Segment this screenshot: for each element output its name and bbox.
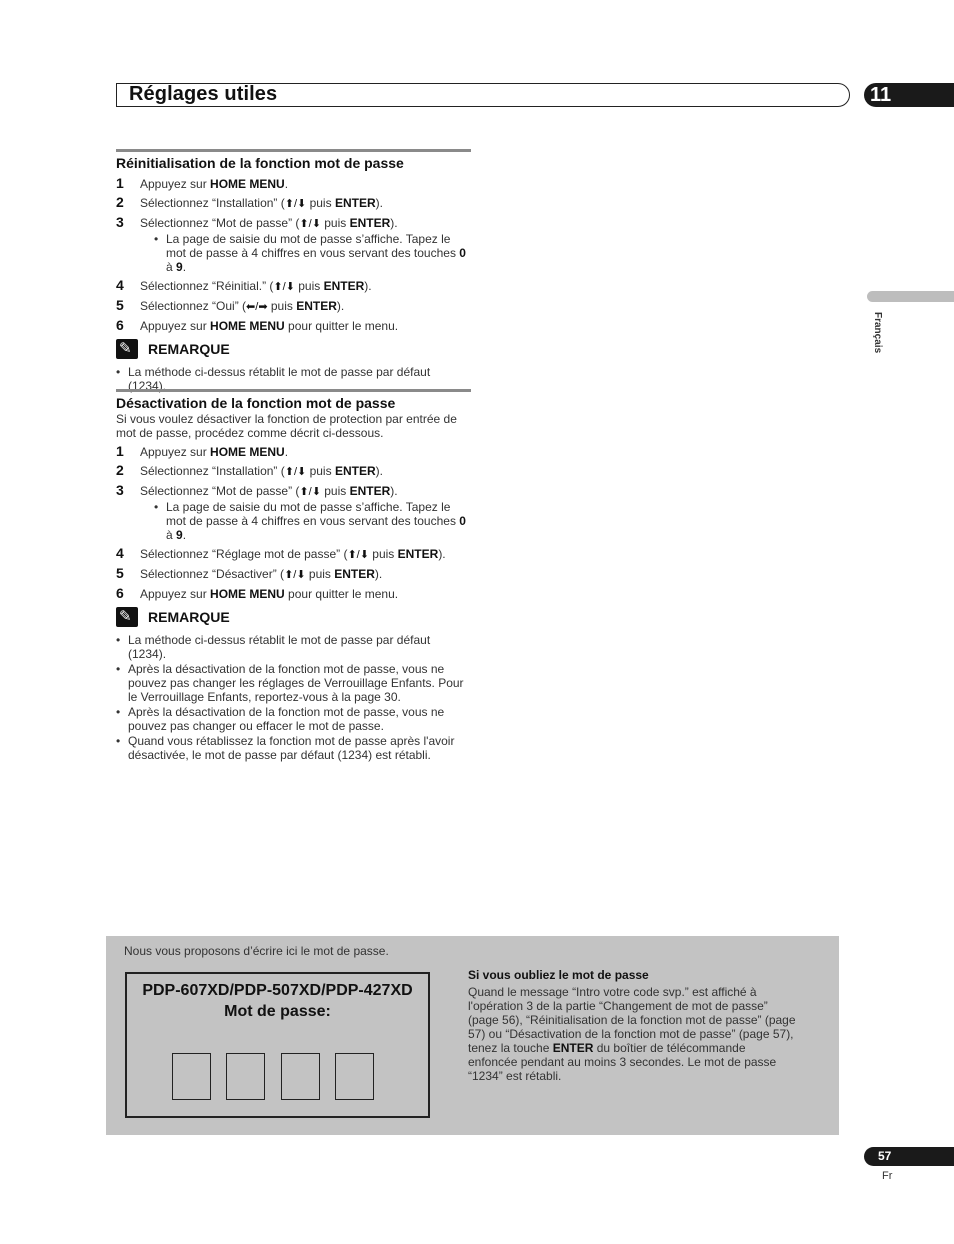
step-text-part: ). [364, 279, 372, 293]
step-key: HOME MENU [210, 587, 285, 601]
step-number: 4 [116, 545, 124, 561]
step-text-part: puis [320, 216, 350, 230]
step-text-part: Appuyez sur [140, 319, 211, 333]
step-text [140, 279, 471, 294]
step-item [116, 318, 471, 333]
arrow-keys-icon: ⬆/⬇ [347, 549, 369, 561]
step-item [116, 195, 471, 211]
section-rule [116, 389, 471, 392]
password-digit-box [335, 1053, 374, 1100]
chapter-number: 11 [870, 84, 892, 106]
step-number: 3 [116, 214, 124, 230]
sub-bullet-key: 9 [176, 260, 183, 274]
step-number: 5 [116, 297, 124, 313]
note-text: Quand vous rétablissez la fonction mot de passe après l'avoir désactivée, le mot de passe par défaut (1234) est rétabli. [128, 734, 455, 762]
language-label: Français [872, 312, 883, 354]
pencil-icon: ✎ [119, 340, 132, 357]
step-text [140, 445, 471, 459]
forgot-password-info [468, 968, 798, 1083]
step-key: ENTER [296, 299, 337, 313]
step-key: ENTER [334, 567, 375, 581]
password-digit-box [172, 1053, 211, 1100]
step-text-part: Sélectionnez “Réinitial.” ( [140, 279, 274, 293]
bullet-icon: • [116, 365, 121, 379]
panel-intro: Nous vous proposons d’écrire ici le mot de passe. [124, 944, 389, 958]
step-text-part: Sélectionnez “Désactiver” ( [140, 567, 285, 581]
notes [116, 607, 471, 762]
step-text-part: Sélectionnez “Mot de passe” ( [140, 216, 300, 230]
note-header [116, 607, 471, 627]
step-number: 1 [116, 443, 124, 459]
step-text-part: puis [368, 547, 398, 561]
step-text [140, 484, 471, 499]
step-text-part: pour quitter le menu. [284, 587, 399, 601]
step-text-part: puis [305, 567, 335, 581]
steps-list [116, 176, 471, 333]
chapter-tab [864, 83, 954, 107]
step-text-part: Appuyez sur [140, 445, 211, 459]
bullet-icon: • [116, 633, 121, 647]
step-item [116, 483, 471, 499]
note-item [116, 662, 471, 704]
step-item [116, 176, 471, 191]
section-title: Désactivation de la fonction mot de passe [116, 395, 396, 411]
step-item [116, 278, 471, 294]
step-key: HOME MENU [210, 177, 285, 191]
step-key: ENTER [349, 216, 391, 230]
sub-bullet-key: 9 [176, 528, 183, 542]
step-text-part: puis [306, 464, 335, 478]
step-key: ENTER [397, 547, 439, 561]
forgot-title: Si vous oubliez le mot de passe [468, 968, 649, 982]
arrow-keys-icon: ⬆/⬇ [273, 281, 295, 293]
bullet-icon: • [116, 662, 121, 676]
steps-list [116, 444, 471, 601]
step-item [116, 444, 471, 459]
notes [116, 339, 471, 393]
step-text [140, 216, 471, 231]
password-digit-box [281, 1053, 320, 1100]
sub-bullet-key: 0 [459, 246, 466, 260]
step-text-part: ). [375, 196, 383, 210]
step-item [116, 586, 471, 601]
language-tab [867, 291, 954, 302]
step-item [116, 546, 471, 562]
bullet-icon: • [154, 500, 159, 514]
note-pencil-icon [116, 607, 138, 627]
note-text: La méthode ci-dessus rétablit le mot de passe par défaut (1234). [128, 365, 431, 393]
step-text-part: Sélectionnez “Installation” ( [140, 464, 285, 478]
step-number: 1 [116, 175, 124, 191]
sub-bullet-text [166, 500, 471, 542]
pencil-icon: ✎ [119, 608, 132, 625]
step-text [140, 177, 471, 191]
step-text [140, 567, 471, 582]
sub-bullet-part: . [182, 260, 187, 274]
step-key: ENTER [323, 279, 365, 293]
step-text-part: ). [374, 567, 383, 581]
step-number: 5 [116, 565, 124, 581]
forgot-text-part: du boîtier de télécommande enfoncée pendant au moins 3 secondes. Le mot de passe “1234” est rétabli. [468, 1041, 777, 1083]
step-text-part: Appuyez sur [140, 177, 211, 191]
step-number: 6 [116, 585, 124, 601]
forgot-text-part: Quand le message “Intro votre code svp.” est affiché à l'opération 3 de la partie “Changement de mot de passe” (page 56), “Réinitialisation de la fonction mot de passe” (page 57) ou “Désactivation de la fonction mot de passe” (page 57), tenez la touche [468, 985, 796, 1055]
step-key: ENTER [349, 484, 391, 498]
bullet-icon: • [116, 705, 121, 719]
password-label: Mot de passe: [224, 1003, 331, 1020]
note-label: REMARQUE [148, 341, 230, 357]
step-text-part: Sélectionnez “Installation” ( [140, 196, 285, 210]
step-item [116, 463, 471, 479]
step-text [140, 319, 471, 333]
section-reset-password [116, 149, 471, 393]
page-language: Fr [882, 1170, 893, 1182]
step-text-part: Sélectionnez “Mot de passe” ( [140, 484, 300, 498]
note-pencil-icon [116, 339, 138, 359]
arrow-keys-icon: ⬆/⬇ [284, 198, 307, 210]
step-item [116, 566, 471, 582]
note-item [116, 705, 471, 733]
step-item [116, 215, 471, 231]
arrow-keys-icon: ⬆/⬇ [284, 466, 307, 478]
page-number-tab [864, 1147, 954, 1166]
step-key: HOME MENU [210, 445, 285, 459]
sub-bullet-part: La page de saisie du mot de passe s’affiche. Tapez le mot de passe à 4 chiffres en vous servant des touches [166, 500, 460, 528]
sub-bullet-part: à [166, 528, 177, 542]
step-text-part: ). [336, 299, 345, 313]
sub-bullet-key: 0 [459, 514, 466, 528]
password-digit-box [226, 1053, 265, 1100]
step-text-part: . [284, 445, 289, 459]
step-number: 4 [116, 277, 124, 293]
section-title: Réinitialisation de la fonction mot de passe [116, 155, 404, 171]
step-text-part: . [284, 177, 289, 191]
bullet-icon: • [154, 232, 159, 246]
forgot-text-key: ENTER [552, 1041, 594, 1055]
step-text-part: puis [320, 484, 350, 498]
step-number: 6 [116, 317, 124, 333]
page-title: Réglages utiles [129, 83, 278, 105]
password-memo-panel [106, 936, 839, 1135]
sub-bullet-part: à [166, 260, 177, 274]
step-text-part: ). [390, 484, 398, 498]
step-text-part: Sélectionnez “Oui” ( [140, 299, 247, 313]
step-text-part: pour quitter le menu. [284, 319, 399, 333]
step-sub-bullet [154, 232, 471, 274]
step-text [140, 587, 471, 601]
step-number: 2 [116, 462, 124, 478]
step-text-part: puis [306, 196, 335, 210]
step-key: ENTER [334, 196, 376, 210]
step-key: HOME MENU [210, 319, 285, 333]
note-label: REMARQUE [148, 609, 230, 625]
page-number: 57 [878, 1149, 892, 1163]
arrow-keys-icon: ⬆/⬇ [299, 218, 321, 230]
note-text: Après la désactivation de la fonction mot de passe, vous ne pouvez pas changer les réglages de Verrouillage Enfants. Pour le Verrouillage Enfants, reportez-vous à la page 30. [128, 662, 464, 704]
step-number: 2 [116, 194, 124, 210]
chapter-header [116, 83, 850, 107]
bullet-icon: • [116, 734, 121, 748]
step-text-part: puis [294, 279, 324, 293]
section-intro: Si vous voulez désactiver la fonction de protection par entrée de mot de passe, procédez comme décrit ci-dessous. [116, 412, 457, 440]
section-rule [116, 149, 471, 152]
step-text-part: ). [390, 216, 398, 230]
model-names: PDP-607XD/PDP-507XD/PDP-427XD [142, 982, 413, 999]
step-text-part: Appuyez sur [140, 587, 211, 601]
arrow-keys-icon: ⬆/⬇ [299, 486, 321, 498]
arrow-keys-icon: ⬆/⬇ [284, 569, 306, 581]
step-text-part: puis [267, 299, 297, 313]
note-item [116, 633, 471, 661]
step-text-part: ). [438, 547, 446, 561]
note-text: Après la désactivation de la fonction mot de passe, vous ne pouvez pas changer ou effacer le mot de passe. [128, 705, 445, 733]
note-header [116, 339, 471, 359]
step-text [140, 196, 471, 211]
password-memo-box [125, 972, 430, 1118]
note-item [116, 734, 471, 762]
step-text [140, 464, 471, 479]
section-disable-password [116, 389, 471, 762]
arrow-keys-icon: ⬅/➡ [246, 301, 268, 313]
step-sub-bullet [154, 500, 471, 542]
sub-bullet-part: La page de saisie du mot de passe s’affiche. Tapez le mot de passe à 4 chiffres en vous servant des touches [166, 232, 460, 260]
note-text: La méthode ci-dessus rétablit le mot de passe par défaut (1234). [128, 633, 431, 661]
sub-bullet-text [166, 232, 471, 274]
forgot-text [468, 985, 798, 1083]
step-text-part: ). [375, 464, 383, 478]
step-text-part: Sélectionnez “Réglage mot de passe” ( [140, 547, 348, 561]
sub-bullet-part: . [182, 528, 187, 542]
step-key: ENTER [334, 464, 376, 478]
step-text [140, 299, 471, 314]
step-item [116, 298, 471, 314]
step-text [140, 547, 471, 562]
step-number: 3 [116, 482, 124, 498]
